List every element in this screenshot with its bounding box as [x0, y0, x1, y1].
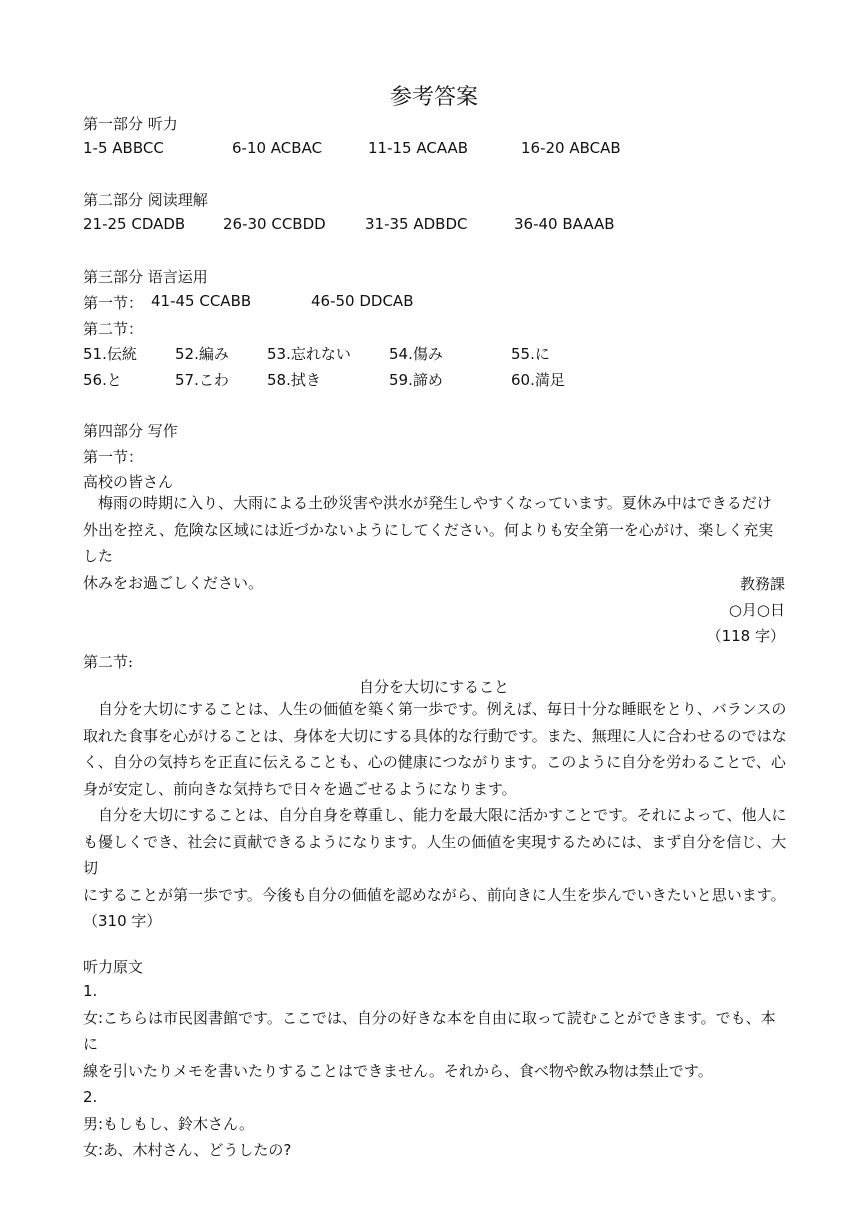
essay-char-count: （310 字）	[83, 912, 162, 930]
part3-answer: 46-50 DDCAB	[311, 292, 414, 310]
part2-answer: 31-35 ADBDC	[365, 215, 468, 233]
notice-char-count: （118 字）	[706, 627, 785, 645]
part1-answer: 1-5 ABBCC	[83, 139, 164, 157]
vocab-answer: 58.拭き	[267, 371, 321, 389]
vocab-answer: 57.こわ	[175, 371, 229, 389]
essay-title: 自分を大切にすること	[358, 678, 509, 696]
writing-section1-label: 第一节：	[83, 448, 144, 466]
part1-answer: 11-15 ACAAB	[368, 139, 469, 157]
notice-date: ○月○日	[728, 601, 785, 619]
part1-answer: 6-10 ACBAC	[232, 139, 323, 157]
transcript-heading: 听力原文	[83, 958, 144, 976]
vocab-answer: 60.満足	[511, 371, 565, 389]
notice-line: 外出を控え、危険な区域には近づかないようにしてください。何よりも安全第一を心がけ、楽しく充実した	[83, 520, 774, 565]
transcript-line: 線を引いたりメモを書いたりすることはできません。それから、食べ物や飲み物は禁止です。	[83, 1061, 713, 1080]
transcript-line: 女:こちらは市民図書館です。ここでは、自分の好きな本を自由に取って読むことができます。でも、本に	[83, 1008, 776, 1053]
part1-heading: 第一部分 听力	[83, 115, 178, 133]
part2-answer: 26-30 CCBDD	[223, 215, 326, 233]
vocab-answer: 54.傷み	[389, 345, 443, 363]
vocab-answer: 52.編み	[175, 345, 229, 363]
part2-answer: 36-40 BAAAB	[514, 215, 615, 233]
essay-body	[83, 696, 787, 935]
vocab-answer: 59.諦め	[389, 371, 443, 389]
essay-line: く、自分の気持ちを正直に伝えることも、心の健康につながります。このように自分を労わることで、心	[83, 753, 786, 771]
essay-line: にすることが第一歩です。今後も自分の価値を認めながら、前向きに人生を歩んでいきたいと思います。	[83, 885, 786, 904]
essay-line: 自分を大切にすることは、自分自身を尊重し、能力を最大限に活かすことです。それによって、他人に	[83, 806, 787, 824]
transcript-line: 1.	[83, 982, 98, 1000]
vocab-answer: 53.忘れない	[267, 345, 351, 363]
notice-body	[83, 490, 787, 596]
essay-line: 自分を大切にすることは、人生の価値を築く第一歩です。例えば、毎日十分な睡眠をとり、バランスの	[83, 700, 787, 718]
essay-line: 取れた食事を心がけることは、身体を大切にする具体的な行動です。また、無理に人に合わせるのではな	[83, 726, 787, 745]
transcript-line: 女:あ、木村さん、どうしたの?	[83, 1141, 292, 1159]
part1-answer: 16-20 ABCAB	[521, 139, 621, 157]
vocab-answer: 55.に	[511, 345, 550, 363]
transcript-line: 2.	[83, 1088, 98, 1106]
part2-answer: 21-25 CDADB	[83, 215, 186, 233]
section2-label: 第二节：	[83, 320, 144, 338]
notice-signature: 教務課	[739, 575, 785, 593]
page-title: 参考答案	[389, 85, 478, 110]
transcript-line: 男:もしもし、鈴木さん。	[83, 1114, 254, 1133]
part4-heading: 第四部分 写作	[83, 422, 178, 440]
vocab-answer: 56.と	[83, 371, 122, 389]
notice-line: 休みをお過ごしください。	[83, 573, 264, 592]
essay-line: 身が安定し、前向きな気持ちで日々を過ごせるようになります。	[83, 779, 517, 798]
notice-line: 梅雨の時期に入り、大雨による土砂災害や洪水が発生しやすくなっています。夏休み中はできるだけ	[83, 494, 772, 512]
part2-heading: 第二部分 阅读理解	[83, 191, 208, 209]
part3-answer: 41-45 CCABB	[151, 292, 252, 310]
transcript-body	[83, 978, 787, 1164]
vocab-answer: 51.伝統	[83, 345, 137, 363]
notice-greeting: 高校の皆さん	[83, 473, 174, 491]
part3-heading: 第三部分 语言运用	[83, 268, 208, 286]
essay-line: も優しくでき、社会に貢献できるようになります。人生の価値を実現するためには、まず自分を信じ、大切	[83, 832, 787, 877]
writing-section2-label: 第二节:	[83, 653, 134, 671]
section1-label: 第一节：	[83, 294, 144, 312]
